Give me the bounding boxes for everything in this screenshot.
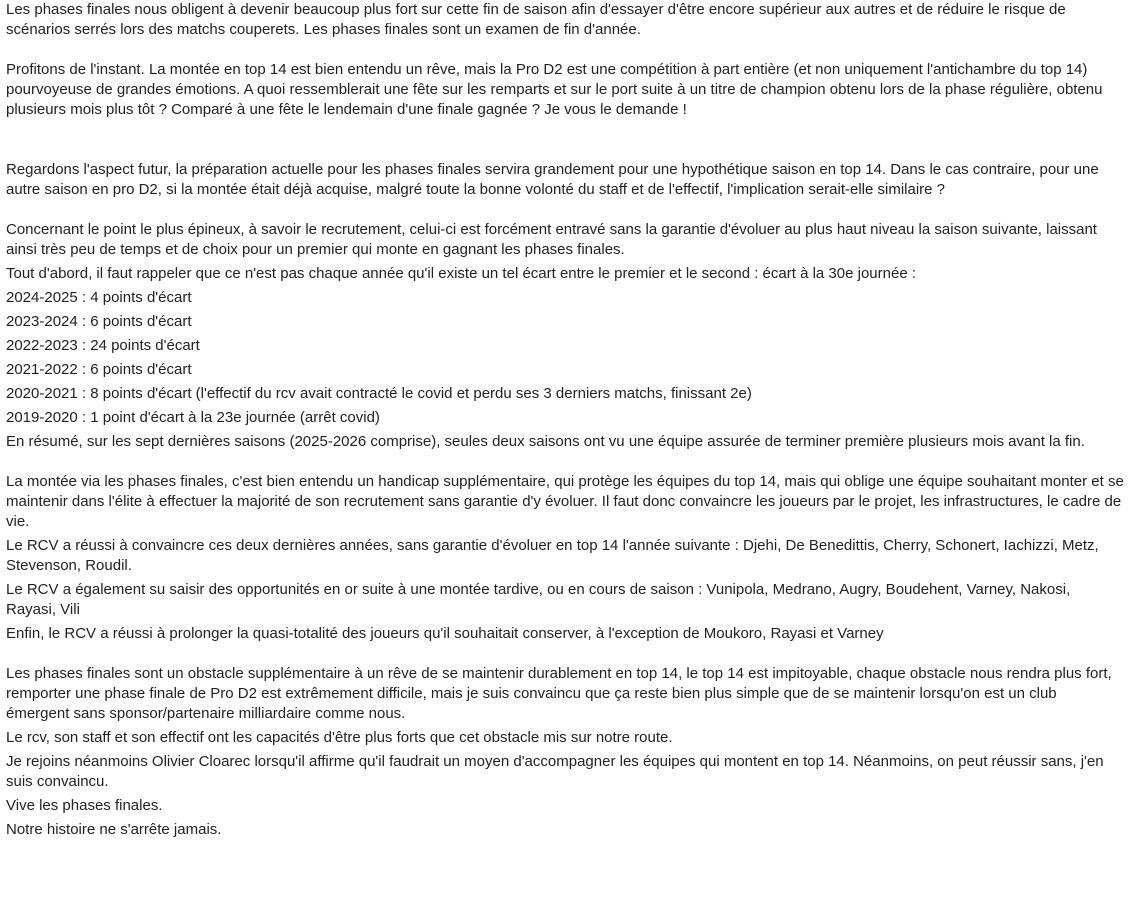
paragraph-recruitment: Concernant le point le plus épineux, à savoir le recrutement, celui-ci est forcément entravé sans la garantie d'évoluer au plus haut niveau la saison suivante, laissant ainsi très peu de temps et de choix pour un premier qui monte en gagnant les phases finales.	[6, 221, 1097, 258]
paragraph-enjoy-moment: Profitons de l'instant. La montée en top 14 est bien entendu un rêve, mais la Pro D2 est une compétition à part entière (et non uniquement l'antichambre du top 14) pourvoyeuse de grandes émotions. A quoi ressemblerait une fête sur les remparts et sur le port suite à un titre de champion obtenu lors de la phase régulière, obtenu plusieurs mois plus tôt ? Comparé à une fête le lendemain d'une finale gagnée ? Je vous le demande !	[6, 61, 1103, 118]
paragraph-gap-intro: Tout d'abord, il faut rappeler que ce n'est pas chaque année qu'il existe un tel écart entre le premier et le second : écart à la 30e journée :	[6, 265, 916, 282]
paragraph-spacer	[6, 200, 1124, 220]
paragraph-future: Regardons l'aspect futur, la préparation actuelle pour les phases finales servira grandement pour une hypothétique saison en top 14. Dans le cas contraire, pour une autre saison en pro D2, si la montée était déjà acquise, malgré toute la bonne volonté du staff et de l'effectif, l'implication serait-elle similaire ?	[6, 161, 1099, 198]
paragraph-convinced-players: Le RCV a réussi à convaincre ces deux dernières années, sans garantie d'évoluer en top 14 l'année suivante : Djehi, De Benedittis, Cherry, Schonert, Iachizzi, Metz, Stevenson, Roudil.	[6, 537, 1099, 574]
paragraph-summary: En résumé, sur les sept dernières saisons (2025-2026 comprise), seules deux saisons ont vu une équipe assurée de terminer première plusieurs mois avant la fin.	[6, 433, 1085, 450]
gap-list-item: 2023-2024 : 6 points d'écart	[6, 313, 192, 330]
paragraph-cloarec: Je rejoins néanmoins Olivier Cloarec lorsqu'il affirme qu'il faudrait un moyen d'accompagner les équipes qui montent en top 14. Néanmoins, on peut réussir sans, j'en suis convaincu.	[6, 753, 1104, 790]
gap-list-item: 2024-2025 : 4 points d'écart	[6, 289, 192, 306]
paragraph-obstacle: Les phases finales sont un obstacle supplémentaire à un rêve de se maintenir durablement en top 14, le top 14 est impitoyable, chaque obstacle nous rendra plus fort, remporter une phase finale de Pro D2 est extrêmement difficile, mais je suis convaincu que ça reste bien plus simple que de se maintenir lorsqu'on est un club émergent sans sponsor/partenaire milliardaire comme nous.	[6, 665, 1112, 722]
gap-list-item: 2022-2023 : 24 points d'écart	[6, 337, 200, 354]
paragraph-spacer	[6, 644, 1124, 664]
paragraph-opportunities: Le RCV a également su saisir des opportunités en or suite à une montée tardive, ou en cours de saison : Vunipola, Medrano, Augry, Boudehent, Varney, Nakosi, Rayasi, Vili	[6, 581, 1071, 618]
paragraph-vive: Vive les phases finales.	[6, 797, 163, 814]
paragraph-promotion-handicap: La montée via les phases finales, c'est bien entendu un handicap supplémentaire, qui protège les équipes du top 14, mais qui oblige une équipe souhaitant monter et se maintenir dans l'élite à effectuer la majorité de son recrutement sans garantie d'y évoluer. Il faut donc convaincre les joueurs par le projet, les infrastructures, le cadre de vie.	[6, 473, 1124, 530]
gap-list-item: 2019-2020 : 1 point d'écart à la 23e journée (arrêt covid)	[6, 409, 380, 426]
paragraph-spacer	[6, 120, 1124, 160]
gap-list-item: 2021-2022 : 6 points d'écart	[6, 361, 192, 378]
paragraph-rcv-capacity: Le rcv, son staff et son effectif ont les capacités d'être plus forts que cet obstacle mis sur notre route.	[6, 729, 673, 746]
paragraph-closing: Notre histoire ne s'arrête jamais.	[6, 821, 222, 838]
gap-list-item: 2020-2021 : 8 points d'écart (l'effectif du rcv avait contracté le covid et perdu ses 3 derniers matchs, finissant 2e)	[6, 385, 752, 402]
paragraph-playoffs-intro: Les phases finales nous obligent à devenir beaucoup plus fort sur cette fin de saison afin d'essayer d'être encore supérieur aux autres et de réduire le risque de scénarios serrés lors des matchs couperets. Les phases finales sont un examen de fin d'année.	[6, 1, 1066, 38]
paragraph-spacer	[6, 452, 1124, 472]
paragraph-extensions: Enfin, le RCV a réussi à prolonger la quasi-totalité des joueurs qu'il souhaitait conserver, à l'exception de Moukoro, Rayasi et Varney	[6, 625, 884, 642]
paragraph-spacer	[6, 40, 1124, 60]
